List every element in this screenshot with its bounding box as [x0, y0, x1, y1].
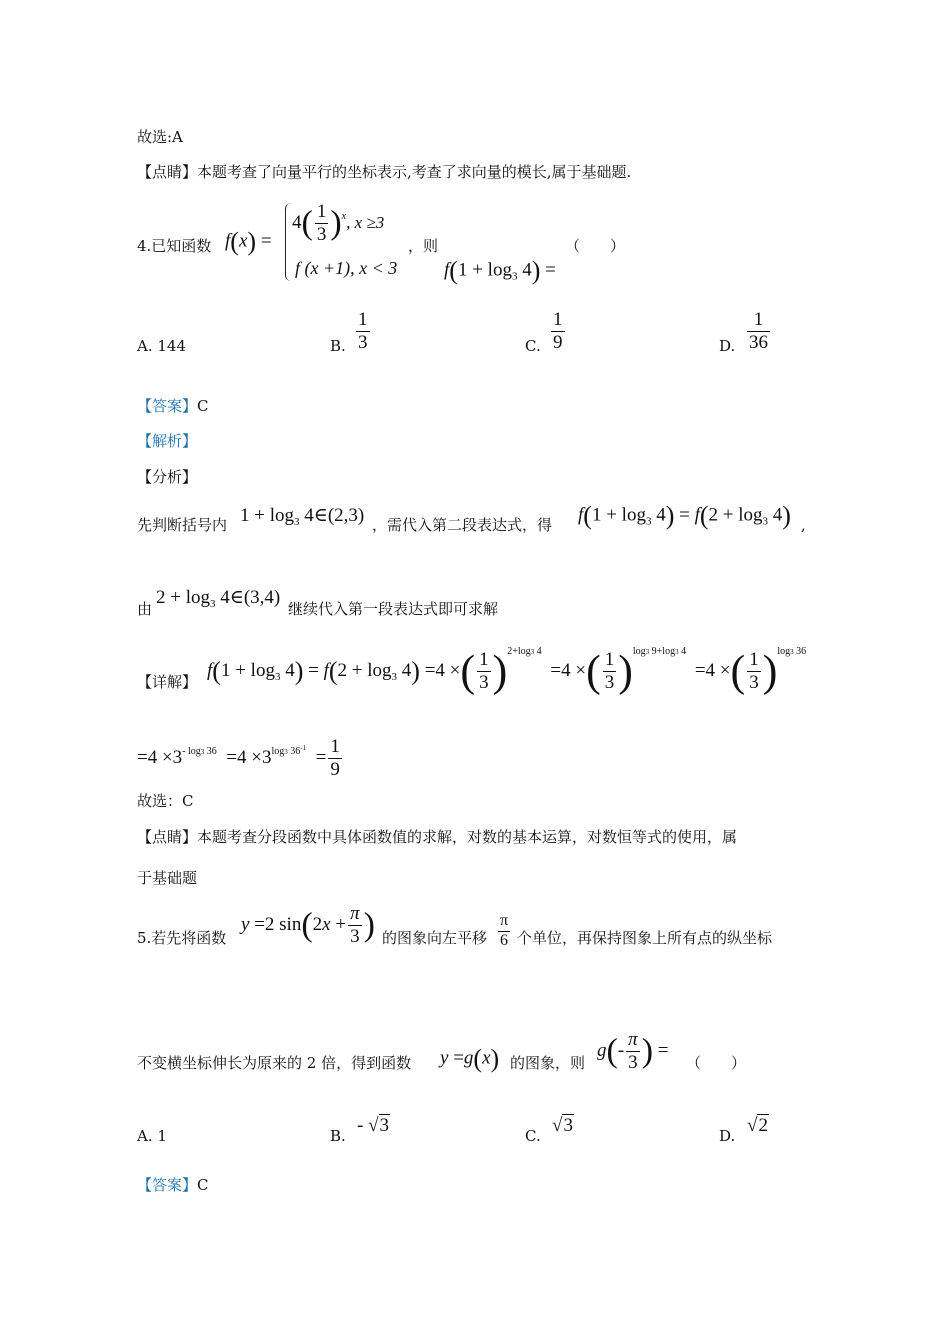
q5-end: 个单位，再保持图象上所有点的纵坐标: [517, 929, 773, 947]
analysis-line-2-prefix: 由: [137, 600, 153, 618]
piece-1: 4( $\frac{1}{3}$ )$^x$, x ≥3: [292, 201, 385, 245]
den: 9: [553, 331, 563, 353]
analysis-line-1-prefix: 先判断括号内: [137, 516, 228, 534]
q4-then: ，则: [408, 237, 439, 255]
q5-option-b-label: B.: [330, 1127, 346, 1145]
comment-text: 本题考查分段函数中具体函数值的求解，对数的基本运算，对数恒等式的使用，属: [197, 828, 738, 846]
one: 1: [457, 259, 468, 281]
log-base: 3: [210, 598, 216, 610]
q5-option-a: A. 1: [137, 1127, 167, 1145]
interval: (2,3): [327, 505, 365, 526]
four: 4: [522, 259, 532, 281]
log-base: 3: [645, 515, 652, 528]
prev-choice: 故选:A: [137, 128, 183, 146]
q4-option-d-label: D.: [719, 337, 736, 355]
equals-sign: =: [260, 230, 272, 252]
q5-g: y =g(x): [440, 1044, 500, 1073]
radicand: 3: [379, 1115, 390, 1136]
log-base: 3: [762, 515, 769, 528]
log-base: 3: [511, 270, 518, 283]
comment-text: 本题考查了向量平行的坐标表示,考查了求向量的模长,属于基础题.: [197, 163, 632, 181]
frac-den: 3: [316, 223, 327, 245]
log: log: [185, 587, 210, 608]
analysis-line-1-mid: ，需代入第二段表达式，得: [372, 516, 553, 534]
radicand: 3: [563, 1115, 573, 1136]
q4-target: $f(1 + \log_3 4)$ =: [444, 256, 556, 285]
q5-line2-b: 的图象，则: [510, 1054, 586, 1072]
detail-line-1: $f(1 + \log_3 4) = f(2 + \log_3 4) =4$ ×( $\frac{1}{3}$ )$^{2+log3 4}$ =4 ×( $\frac{1}{3}$ )$^{log3 9+log3 4}$ =4 ×( $\frac{1}{3}$ )$^{log3 36}$: [207, 646, 807, 696]
answer-value: C: [197, 397, 209, 415]
q5-option-b-value: - √3: [357, 1115, 390, 1136]
q4-comment-2: 于基础题: [137, 869, 198, 887]
plus: +: [472, 259, 483, 281]
analysis-tag: 【解析】: [137, 432, 198, 450]
analysis-line-2-suffix: 继续代入第一段表达式即可求解: [288, 600, 499, 618]
q5-answer: [137, 1176, 209, 1194]
coef-4: 4: [292, 211, 302, 233]
four: 4: [304, 505, 314, 526]
den: 3: [358, 331, 368, 353]
q5-target: g(- $\frac{\pi}{3}$ ) =: [597, 1029, 669, 1073]
q4-option-b-value: [354, 310, 372, 353]
q4-option-d-value: [745, 310, 772, 353]
q5-option-c-label: C.: [525, 1127, 541, 1145]
analysis-line-2-expr: $2 + \log_3$ 4∈(3,4): [156, 587, 281, 610]
q4-option-c-value: [549, 310, 567, 353]
equals-sign: =: [545, 259, 556, 281]
frac-num: 1: [316, 201, 327, 222]
q5-shift: $\frac{\pi}{6}$: [500, 912, 509, 949]
log: log: [487, 259, 512, 281]
f: f: [578, 504, 584, 526]
q5-function: y =2 sin(2x + $\frac{\pi}{3}$ ): [241, 903, 375, 947]
q5-prefix: 5.若先将函数: [137, 929, 227, 947]
q4-option-c-label: C.: [525, 337, 541, 355]
comment-tag: 【点睛】: [137, 828, 198, 846]
log-base: 3: [294, 516, 300, 528]
q4-comment-1: [137, 828, 737, 846]
num: 1: [553, 309, 563, 330]
comment-tag: 【点睛】: [137, 163, 198, 181]
answer-value: C: [197, 1176, 209, 1194]
f-symbol: f: [225, 230, 231, 252]
one: 1: [240, 505, 250, 526]
q4-answer: [137, 397, 209, 415]
answer-tag: 【答案】: [137, 397, 198, 415]
log: log: [621, 504, 646, 526]
interval: (3,4): [243, 587, 281, 608]
element-of: ∈: [229, 587, 244, 608]
q4-option-b-label: B.: [330, 337, 346, 355]
q5-blank: （ ）: [686, 1054, 747, 1072]
q4-prefix: 4.已知函数: [137, 237, 212, 255]
log: log: [738, 504, 763, 526]
q4-fx: f(x) =: [225, 227, 272, 256]
f-symbol: f: [444, 259, 450, 281]
f: f: [694, 504, 700, 526]
condition-1: , x ≥3: [346, 212, 385, 232]
log: log: [269, 505, 294, 526]
exponent-x: x: [341, 210, 347, 222]
fenxi-tag: 【分析】: [137, 468, 198, 486]
x-symbol: x: [238, 230, 248, 252]
detail-tag: 【详解】: [137, 673, 198, 691]
num: 1: [358, 309, 368, 330]
answer-tag: 【答案】: [137, 1176, 198, 1194]
q5-option-c-value: √3: [552, 1115, 573, 1136]
analysis-line-1-end: ,: [801, 516, 806, 534]
q5-line2: 不变横坐标伸长为原来的 2 倍，得到函数: [137, 1054, 412, 1072]
den: 36: [749, 331, 768, 353]
q5-mid: 的图象向左平移: [382, 929, 488, 947]
q5-option-d-value: √2: [747, 1115, 768, 1136]
analysis-line-1-eq: $f(1 + \log_3 4) = f(2 + \log_3 4)$: [578, 501, 791, 530]
prev-comment: [137, 163, 631, 181]
q5-option-d-label: D.: [719, 1127, 736, 1145]
radicand: 2: [758, 1115, 768, 1136]
element-of: ∈: [313, 505, 328, 526]
q4-blank: （ ）: [565, 237, 626, 255]
piece-2: f (x +1), x < 3: [295, 258, 398, 278]
analysis-line-1-expr: $1 + \log_3$ 4∈(2,3): [240, 505, 365, 528]
q4-option-a: A. 144: [137, 337, 186, 355]
num: 1: [747, 310, 770, 332]
q4-choice: 故选：C: [137, 792, 194, 810]
detail-line-2: $=4 \times 3^{- log3 36} =4 \times 3^{log3 36^{-1}}$ = $\frac{1}{9}$: [137, 736, 340, 780]
